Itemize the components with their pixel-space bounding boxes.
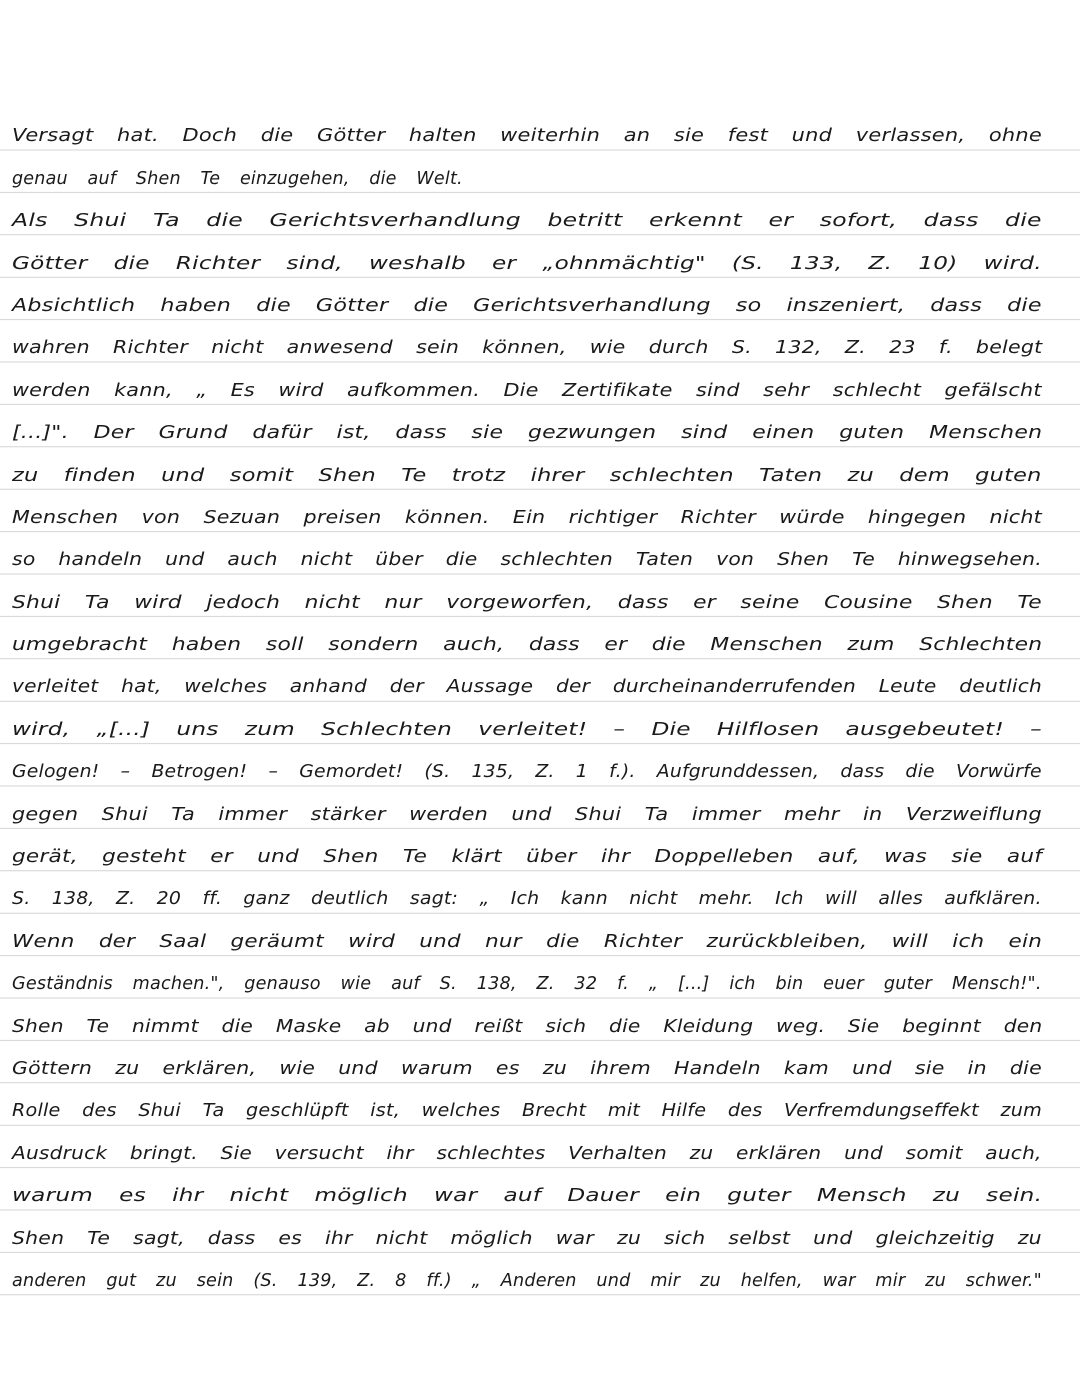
line-text: gerät, gesteht er und Shen Te klärt über ihr Doppelleben auf, was sie auf (12, 847, 1043, 868)
text-line (0, 324, 1080, 366)
text-line (0, 917, 1080, 959)
text-line (0, 748, 1080, 790)
line-text: wird, „[...] uns zum Schlechten verleitet! – Die Hilflosen ausgebeutet! – (12, 719, 1043, 740)
text-line (0, 239, 1080, 281)
line-text: S. 138, Z. 20 ff. ganz deutlich sagt: „ Ich kann nicht mehr. Ich will alles aufklären. (12, 889, 1042, 910)
line-text: Menschen von Sezuan preisen können. Ein richtiger Richter würde hingegen nicht (12, 507, 1043, 528)
text-line (0, 409, 1080, 451)
text-line (0, 1087, 1080, 1129)
text-line (0, 197, 1080, 239)
line-text: Shen Te sagt, dass es ihr nicht möglich war zu sich selbst und gleichzeitig zu (12, 1228, 1042, 1249)
text-line (0, 366, 1080, 408)
line-text: warum es ihr nicht möglich war auf Dauer ein guter Mensch zu sein. (12, 1186, 1043, 1207)
text-line (0, 112, 1080, 154)
line-text: gegen Shui Ta immer stärker werden und Shui Ta immer mehr in Verzweiflung (12, 804, 1042, 825)
text-line (0, 1257, 1080, 1299)
line-text: anderen gut zu sein (S. 139, Z. 8 ff.) „ Anderen und mir zu helfen, war mir zu schwer." (12, 1270, 1042, 1291)
text-line (0, 1129, 1080, 1171)
line-text: [...]". Der Grund dafür ist, dass sie gezwungen sind einen guten Menschen (12, 423, 1043, 444)
line-text: Götter die Richter sind, weshalb er „ohnmächtig" (S. 133, Z. 10) wird. (12, 253, 1042, 274)
line-text: Shui Ta wird jedoch nicht nur vorgeworfen, dass er seine Cousine Shen Te (12, 592, 1042, 613)
text-line (0, 833, 1080, 875)
handwritten-text (0, 112, 1080, 1299)
line-text: Rolle des Shui Ta geschlüpft ist, welches Brecht mit Hilfe des Verfremdungseffekt zum (12, 1101, 1042, 1122)
line-text: zu finden und somit Shen Te trotz ihrer schlechten Taten zu dem guten (12, 465, 1042, 486)
line-text: verleitet hat, welches anhand der Aussage der durcheinanderrufenden Leute deutlich (12, 677, 1043, 698)
line-text: Ausdruck bringt. Sie versucht ihr schlechtes Verhalten zu erklären und somit auch, (12, 1143, 1042, 1164)
line-text: Gelogen! – Betrogen! – Gemordet! (S. 135, Z. 1 f.). Aufgrunddessen, dass die Vorwürfe (12, 762, 1042, 783)
line-text: Versagt hat. Doch die Götter halten weiterhin an sie fest und verlassen, ohne (12, 126, 1042, 147)
line-text: Als Shui Ta die Gerichtsverhandlung betritt erkennt er sofort, dass die (12, 211, 1042, 232)
text-line (0, 578, 1080, 620)
text-line (0, 960, 1080, 1002)
line-text: wahren Richter nicht anwesend sein können, wie durch S. 132, Z. 23 f. belegt (12, 338, 1043, 359)
line-text: umgebracht haben soll sondern auch, dass er die Menschen zum Schlechten (12, 635, 1043, 656)
text-line (0, 1214, 1080, 1256)
line-text: Absichtlich haben die Götter die Gerichtsverhandlung so inszeniert, dass die (12, 295, 1042, 316)
text-line (0, 451, 1080, 493)
line-text: Geständnis machen.", genauso wie auf S. 138, Z. 32 f. „ [...] ich bin euer guter Mensch!". (12, 974, 1042, 995)
line-text: Wenn der Saal geräumt wird und nur die Richter zurückbleiben, will ich ein (12, 931, 1043, 952)
text-line (0, 663, 1080, 705)
line-text: so handeln und auch nicht über die schlechten Taten von Shen Te hinwegsehen. (12, 550, 1042, 571)
text-line (0, 875, 1080, 917)
text-line (0, 1002, 1080, 1044)
line-text: Göttern zu erklären, wie und warum es zu ihrem Handeln kam und sie in die (12, 1058, 1042, 1079)
text-line (0, 705, 1080, 747)
text-line (0, 154, 1080, 196)
text-line (0, 536, 1080, 578)
text-line (0, 621, 1080, 663)
text-line (0, 1045, 1080, 1087)
line-text: werden kann, „ Es wird aufkommen. Die Zertifikate sind sehr schlecht gefälscht (12, 380, 1042, 401)
text-line (0, 494, 1080, 536)
line-text: Shen Te nimmt die Maske ab und reißt sich die Kleidung weg. Sie beginnt den (12, 1016, 1043, 1037)
text-line (0, 1172, 1080, 1214)
text-line (0, 282, 1080, 324)
text-line (0, 790, 1080, 832)
line-text: genau auf Shen Te einzugehen, die Welt. (12, 168, 463, 189)
